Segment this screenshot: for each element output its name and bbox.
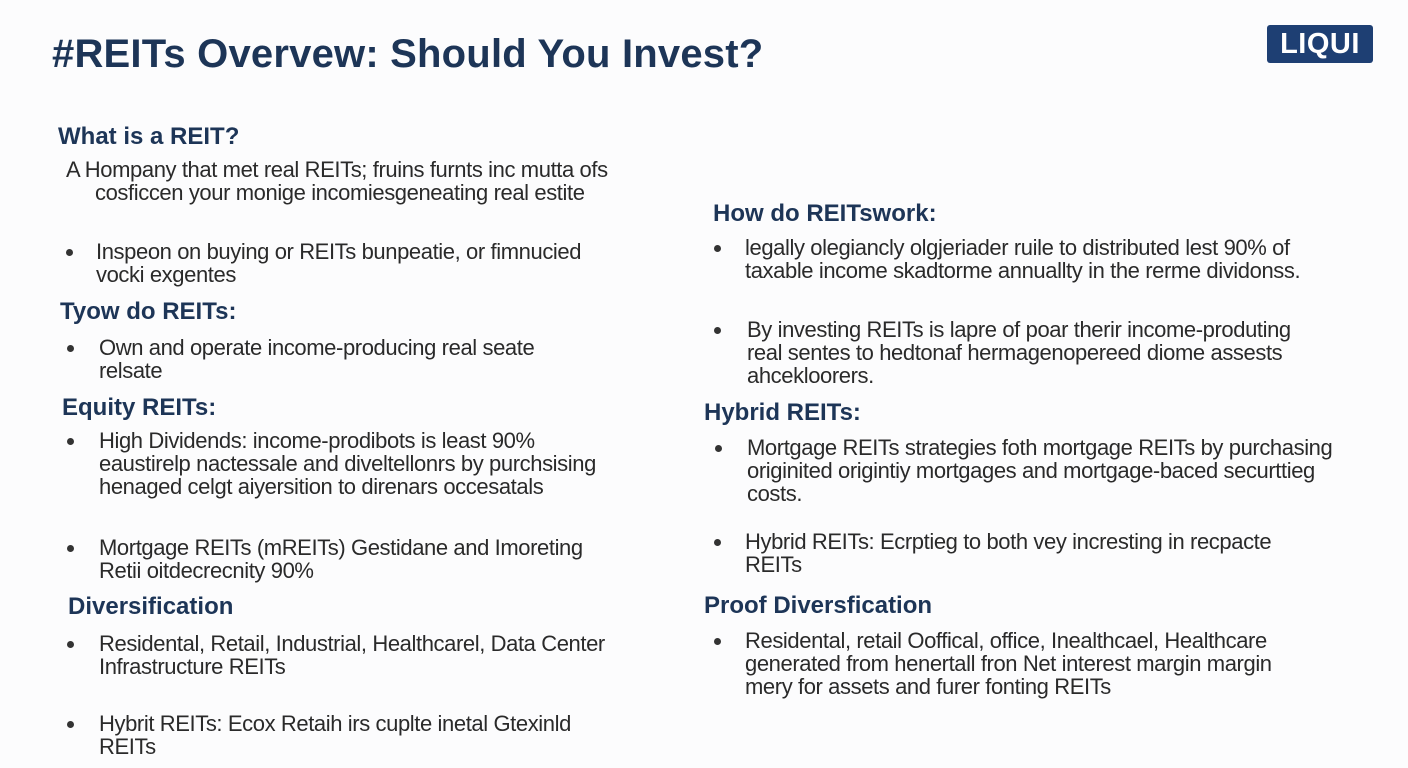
bullet-text-line: legally olegiancly olgjeriader ruile to distributed lest 90% of: [745, 235, 1290, 260]
bullet-icon: [67, 438, 74, 445]
paragraph-line: cosficcen your monige incomiesgeneating real estite: [95, 180, 585, 205]
bullet-text-line: costs.: [747, 481, 803, 506]
bullet-text-line: Mortgage REITs (mREITs) Gestidane and Imoreting: [99, 535, 583, 560]
bullet-text-line: Residental, Retail, Industrial, Healthcarel, Data Center: [99, 631, 605, 656]
bullet-text-line: High Dividends: income-prodibots is least 90%: [99, 428, 535, 453]
bullet-text-line: taxable income skadtorme annuallty in the rerme dividonss.: [745, 258, 1301, 283]
bullet-icon: [67, 641, 74, 648]
section-heading: Hybrid REITs:: [704, 399, 861, 426]
paragraph-line: A Hompany that met real REITs; fruins furnts inc mutta ofs: [66, 157, 608, 182]
bullet-icon: [67, 721, 74, 728]
bullet-text-line: originited origintiy mortgages and mortgage-baced securttieg: [747, 458, 1315, 483]
section-heading: How do REITswork:: [713, 200, 937, 227]
bullet-text-line: REITs: [99, 734, 156, 759]
bullet-text-line: vocki exgentes: [96, 262, 236, 287]
section-heading: Diversification: [68, 593, 234, 620]
bullet-text-line: Hybrid REITs: Ecrptieg to both vey incresting in recpacte: [745, 529, 1272, 554]
bullet-text-line: relsate: [99, 358, 163, 383]
brand-logo: LIQUI: [1267, 25, 1373, 63]
section-heading: Proof Diversfication: [704, 592, 933, 619]
bullet-icon: [714, 539, 721, 546]
section-heading: Tyow do REITs:: [60, 298, 237, 325]
bullet-icon: [714, 245, 721, 252]
bullet-text-line: henaged celgt aiyersition to direnars occesatals: [99, 474, 544, 499]
bullet-icon: [67, 545, 74, 552]
bullet-icon: [714, 638, 721, 645]
bullet-icon: [714, 327, 721, 334]
bullet-icon: [67, 345, 74, 352]
bullet-text-line: mery for assets and furer fonting REITs: [745, 674, 1111, 699]
bullet-text-line: eaustirelp nactessale and diveltellonrs by purchsising: [99, 451, 596, 476]
bullet-text-line: Inspeon on buying or REITs bunpeatie, or fimnucied: [96, 239, 582, 264]
bullet-text-line: real sentes to hedtonaf hermagenopereed diome assests: [747, 340, 1283, 365]
bullet-icon: [66, 249, 73, 256]
bullet-icon: [715, 445, 722, 452]
bullet-text-line: ahcekloorers.: [747, 363, 874, 388]
bullet-text-line: Infrastructure REITs: [99, 654, 286, 679]
bullet-text-line: Residental, retail Ooffical, office, Inealthcael, Healthcare: [745, 628, 1267, 653]
section-heading: Equity REITs:: [62, 394, 217, 421]
section-heading: What is a REIT?: [58, 123, 240, 150]
bullet-text-line: REITs: [745, 552, 802, 577]
bullet-text-line: Own and operate income-producing real seate: [99, 335, 535, 360]
page-title: #REITs Overvew: Should You Invest?: [52, 32, 764, 76]
bullet-text-line: By investing REITs is lapre of poar therir income-produting: [747, 317, 1291, 342]
bullet-text-line: Hybrit REITs: Ecox Retaih irs cuplte inetal Gtexinld: [99, 711, 571, 736]
bullet-text-line: Retii oitdecrecnity 90%: [99, 558, 314, 583]
bullet-text-line: generated from henertall fron Net interest margin margin: [745, 651, 1272, 676]
bullet-text-line: Mortgage REITs strategies foth mortgage REITs by purchasing: [747, 435, 1333, 460]
